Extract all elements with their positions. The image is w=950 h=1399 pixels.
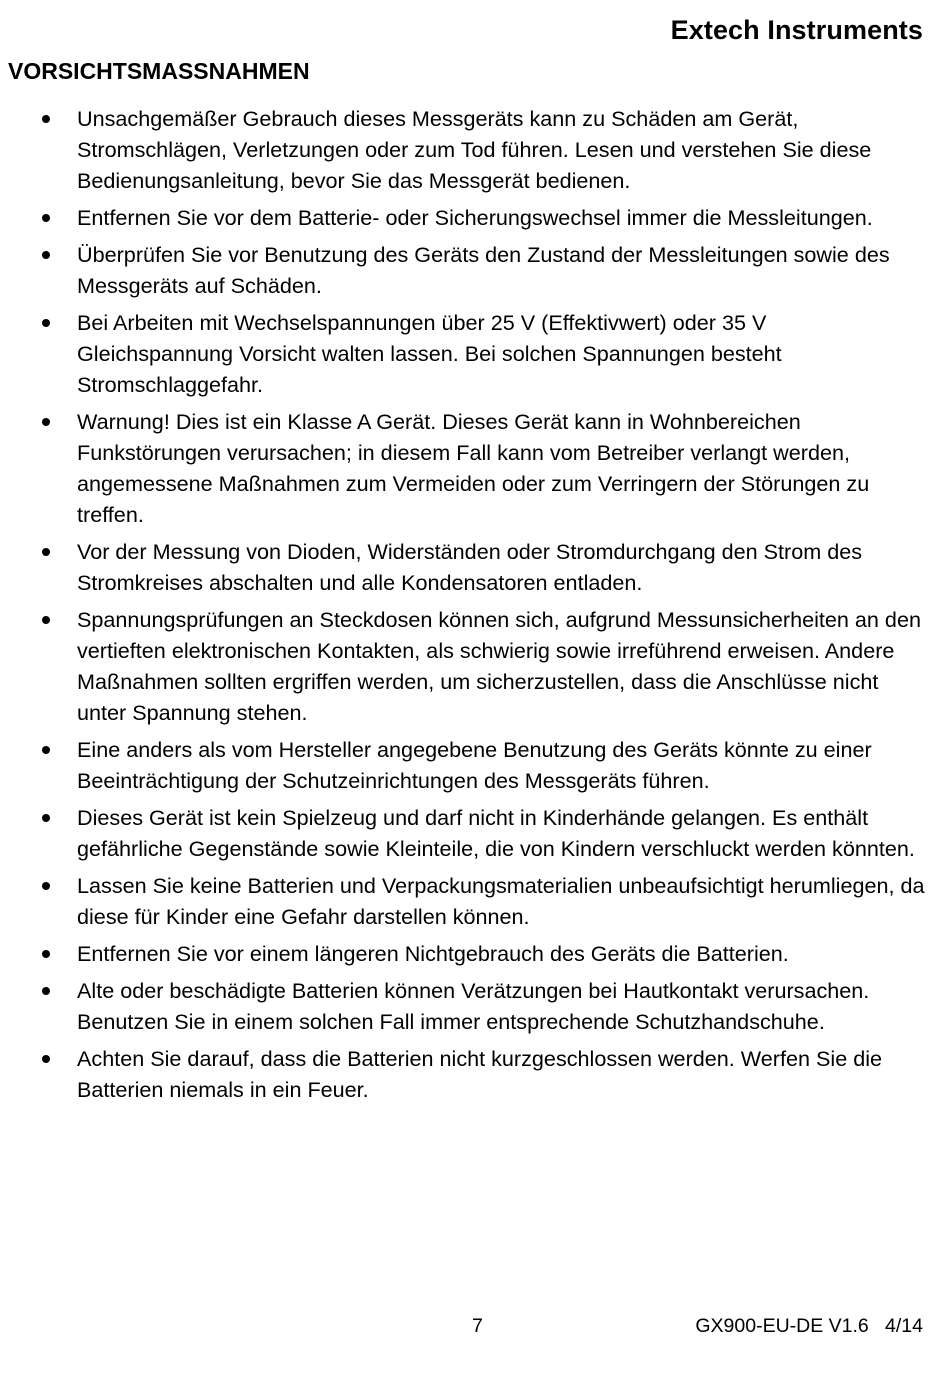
bullet-icon: [42, 418, 50, 426]
list-item: [0, 406, 950, 530]
list-item-text: Überprüfen Sie vor Benutzung des Geräts den Zustand der Messleitungen sowie des Messgeräts auf Schäden.: [77, 242, 890, 298]
list-item-text: Entfernen Sie vor einem längeren Nichtgebrauch des Geräts die Batterien.: [77, 941, 789, 966]
bullet-icon: [42, 987, 50, 995]
bullet-icon: [42, 115, 50, 123]
brand-header: Extech Instruments: [670, 15, 923, 45]
list-item-text: Bei Arbeiten mit Wechselspannungen über 25 V (Effektivwert) oder 35 V Gleichspannung Vorsicht walten lassen. Bei solchen Spannungen besteht Stromschlaggefahr.: [77, 310, 782, 397]
list-item-text: Unsachgemäßer Gebrauch dieses Messgeräts kann zu Schäden am Gerät, Stromschlägen, Verletzungen oder zum Tod führen. Lesen und verstehen Sie diese Bedienungsanleitung, bevor Sie das Messgerät bedienen.: [77, 106, 872, 193]
list-item-text: Dieses Gerät ist kein Spielzeug und darf nicht in Kinderhände gelangen. Es enthält gefährliche Gegenstände sowie Kleinteile, die von Kindern verschluckt werden könnten.: [77, 805, 915, 861]
bullet-icon: [42, 882, 50, 890]
bullet-icon: [42, 746, 50, 754]
page-number: 7: [472, 1315, 483, 1337]
list-item: [0, 604, 950, 728]
bullet-icon: [42, 214, 50, 222]
list-item: [0, 975, 950, 1037]
bullet-icon: [42, 814, 50, 822]
list-item-text: Achten Sie darauf, dass die Batterien nicht kurzgeschlossen werden. Werfen Sie die Batterien niemals in ein Feuer.: [77, 1046, 883, 1102]
bullet-icon: [42, 1055, 50, 1063]
list-item-text: Alte oder beschädigte Batterien können Verätzungen bei Hautkontakt verursachen. Benutzen Sie in einem solchen Fall immer entsprechende Schutzhandschuhe.: [77, 978, 870, 1034]
list-item: [0, 734, 950, 796]
bullet-icon: [42, 319, 50, 327]
bullet-icon: [42, 950, 50, 958]
list-item: [0, 802, 950, 864]
list-item-text: Spannungsprüfungen an Steckdosen können sich, aufgrund Messunsicherheiten an den vertieften elektronischen Kontakten, als schwierig sowie irreführend erweisen. Andere Maßnahmen sollten ergriffen werden, um sicherzustellen, dass die Anschlüsse nicht unter Spannung stehen.: [77, 607, 921, 725]
list-item: [0, 103, 950, 196]
list-item-text: Warnung! Dies ist ein Klasse A Gerät. Dieses Gerät kann in Wohnbereichen Funkstörungen verursachen; in diesem Fall kann vom Betreiber verlangt werden, angemessene Maßnahmen zum Vermeiden oder zum Verringern der Störungen zu treffen.: [77, 409, 870, 527]
list-item: [0, 202, 950, 233]
list-item: [0, 239, 950, 301]
list-item: [0, 1043, 950, 1105]
precautions-list: [0, 103, 950, 1111]
bullet-icon: [42, 616, 50, 624]
document-id: GX900-EU-DE V1.6 4/14: [695, 1315, 923, 1337]
list-item-text: Entfernen Sie vor dem Batterie- oder Sicherungswechsel immer die Messleitungen.: [77, 205, 873, 230]
bullet-icon: [42, 251, 50, 259]
section-title: VORSICHTSMASSNAHMEN: [8, 58, 310, 84]
list-item: [0, 307, 950, 400]
list-item-text: Eine anders als vom Hersteller angegebene Benutzung des Geräts könnte zu einer Beeinträchtigung der Schutzeinrichtungen des Messgeräts führen.: [77, 737, 872, 793]
list-item: [0, 536, 950, 598]
list-item-text: Lassen Sie keine Batterien und Verpackungsmaterialien unbeaufsichtigt herumliegen, da diese für Kinder eine Gefahr darstellen können.: [77, 873, 925, 929]
list-item: [0, 870, 950, 932]
list-item-text: Vor der Messung von Dioden, Widerständen oder Stromdurchgang den Strom des Stromkreises abschalten und alle Kondensatoren entladen.: [77, 539, 863, 595]
bullet-icon: [42, 548, 50, 556]
list-item: [0, 938, 950, 969]
